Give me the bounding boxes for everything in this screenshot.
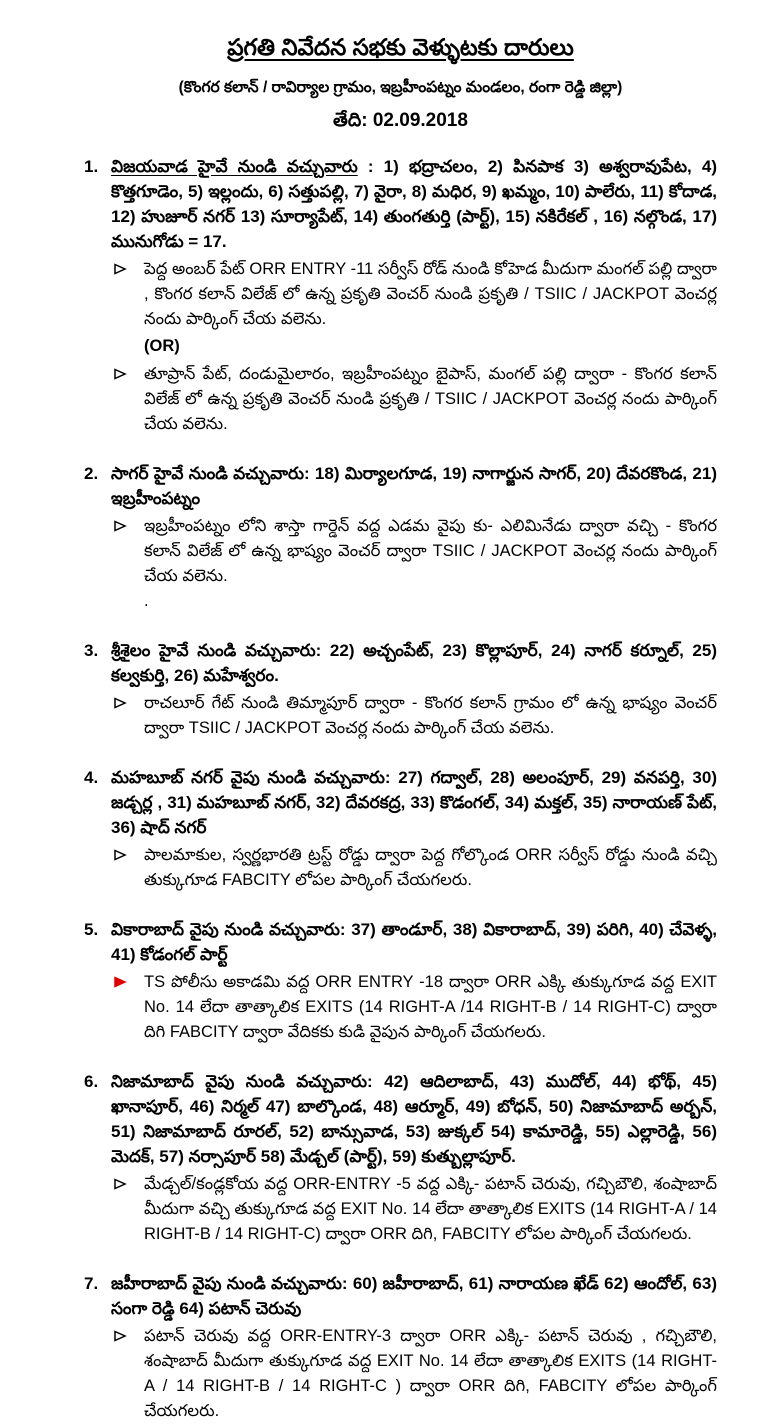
direction-text: మేడ్చల్/కండ్లకోయ వద్ద ORR-ENTRY -5 వద్ద ఎక్కి- పటాన్ చెరువు, గచ్చిబౌలి, శంషాబాద్ మీదుగా వచ్చి తుక్కుగూడ వద్ద EXIT No. 14 లేదా తాత్కాలిక EXITS (14 RIGHT-A / 14 RIGHT-B / 14 RIGHT-C) ద్వారా ORR దిగి, FABCITY లోపల పార్కింగ్ చేయగలరు. — [144, 1175, 717, 1243]
direction-text: పెద్ద అంబర్ పేట్ ORR ENTRY -11 సర్వీస్ రోడ్ నుండి కోహెడ మీదుగా మంగల్ పల్లి ద్వారా , కొంగర కలాన్ విలేజ్ లో ఉన్న ప్రకృతి వెంచర్ నుండి ప్రకృతి / TSIIC / JACKPOT వెంచర్ల నందు పార్కింగ్ చేయ వలెను. — [144, 260, 717, 328]
direction-bullet — [111, 970, 717, 1045]
direction-bullet — [111, 514, 717, 589]
arrowhead-bullet-icon — [113, 848, 127, 862]
arrowhead-bullet-icon — [113, 696, 127, 710]
section-route-list: : 60) జహీరాబాద్, 61) నారాయణ ఖేడ్ 62) ఆందోల్, 63) సంగా రెడ్డి 64) పటాన్ చెరువు — [111, 1274, 717, 1318]
section-heading: జహీరాబాద్ వైపు నుండి వచ్చువారు — [111, 1274, 342, 1293]
section-2 — [84, 461, 717, 614]
section-number: 3. — [84, 641, 99, 660]
section-route-list: : 27) గద్వాల్, 28) అలంపూర్, 29) వనపర్తి, 30) జడ్చర్ల , 31) మహబూబ్ నగర్, 32) దేవరకద్ర, 33) కొడంగల్, 34) మక్తల్, 35) నారాయణ్ పేట్, 36) షాద్ నగర్ — [111, 768, 717, 837]
direction-text: రాచలూర్ గేట్ నుండి తిమ్మాపూర్ ద్వారా - కొంగర కలాన్ గ్రామం లో ఉన్న భాష్యం వెంచర్ ద్వారా TSIIC / JACKPOT వెంచర్ల నందు పార్కింగ్ చేయ వలెను. — [144, 694, 717, 737]
red-arrowhead-bullet-icon — [113, 975, 127, 989]
arrowhead-bullet-icon — [113, 519, 127, 533]
section-heading: నిజామాబాద్ వైపు నుండి వచ్చువారు — [111, 1072, 368, 1091]
stray-period: . — [144, 592, 149, 610]
section-route-list: : 1) భద్రాచలం, 2) పినపాక 3) అశ్వరావుపేట, 4) కొత్తగూడెం, 5) ఇల్లందు, 6) సత్తుపల్లి, 7) వైరా, 8) మధిర, 9) ఖమ్మం, 10) పాలేరు, 11) కోదాడ, 12) హుజూర్ నగర్ 13) సూర్యాపేట్, 14) తుంగతుర్తి (పార్ట్), 15) నకిరేకల్ , 16) నల్గొండ, 17) మునుగోడు = 17. — [111, 157, 717, 251]
direction-bullet — [111, 691, 717, 741]
section-route-list: : 22) అచ్చంపేట్, 23) కొల్లాపూర్, 24) నాగర్ కర్నూల్, 25) కల్వకుర్తి, 26) మహేశ్వరం. — [111, 641, 717, 685]
section-number: 7. — [84, 1274, 99, 1293]
section-3 — [84, 638, 717, 741]
arrowhead-bullet-icon — [113, 367, 127, 381]
page-subtitle: (కొంగర కలాన్ / రావిర్యాల గ్రామం, ఇబ్రహీంపట్నం మండలం, రంగా రెడ్డి జిల్లా) — [178, 79, 623, 96]
date-line: తేది: 02.09.2018 — [333, 110, 468, 131]
section-heading: మహబూబ్ నగర్ వైపు నుండి వచ్చువారు — [111, 768, 385, 787]
section-6 — [84, 1069, 717, 1247]
or-divider: (OR) — [144, 337, 180, 355]
section-7 — [84, 1271, 717, 1424]
page-title: ప్రగతి నివేదన సభకు వెళ్ళుటకు దారులు — [227, 34, 574, 60]
section-heading-line — [111, 461, 717, 511]
section-heading: సాగర్ హైవే నుండి వచ్చువారు — [111, 464, 304, 483]
section-number: 1. — [84, 157, 99, 176]
section-heading: శ్రీశైలం హైవే నుండి వచ్చువారు — [111, 641, 316, 660]
section-heading-line — [111, 765, 717, 840]
direction-bullet — [111, 843, 717, 893]
direction-bullet — [111, 1172, 717, 1247]
section-route-list: : 42) ఆదిలాబాద్, 43) ముదోల్, 44) భోథ్, 45) ఖానాపూర్, 46) నిర్మల్ 47) బాల్కొండ, 48) ఆర్మూర్, 49) బోధన్, 50) నిజామాబాద్ అర్బన్, 51) నిజామాబాద్ రూరల్, 52) బాన్సువాడ, 53) జుక్కల్ 54) కామారెడ్డి, 55) ఎల్లారెడ్డి, 56) మెదక్, 57) నర్సాపూర్ 58) మేడ్చల్ (పార్ట్), 59) కుత్బుల్లాపూర్. — [111, 1072, 717, 1166]
section-heading-line — [111, 917, 717, 967]
section-number: 5. — [84, 920, 99, 939]
arrowhead-bullet-icon — [113, 1329, 127, 1343]
arrowhead-bullet-icon — [113, 1177, 127, 1191]
section-1 — [84, 154, 717, 437]
section-heading-line — [111, 638, 717, 688]
direction-bullet — [111, 257, 717, 332]
direction-bullet — [111, 1324, 717, 1424]
direction-text: పాలమాకుల, స్వర్ణభారతి ట్రస్ట్ రోడ్డు ద్వారా పెద్ద గోల్కొండ ORR సర్వీస్ రోడ్డు నుండి వచ్చి తుక్కుగూడ FABCITY లోపల పార్కింగ్ చేయగలరు. — [144, 846, 717, 889]
section-number: 2. — [84, 464, 99, 483]
section-heading-line — [111, 154, 717, 254]
section-route-list: : 37) తాండూర్, 38) వికారాబాద్, 39) పరిగి, 40) చేవెళ్ళ, 41) కోడంగల్ పార్ట్ — [111, 920, 717, 964]
section-5 — [84, 917, 717, 1045]
section-heading: విజయవాడ హైవే నుండి వచ్చువారు — [111, 157, 358, 176]
section-heading-line — [111, 1271, 717, 1321]
section-heading-line — [111, 1069, 717, 1169]
section-heading: వికారాబాద్ వైపు నుండి వచ్చువారు — [111, 920, 340, 939]
direction-text: ఇబ్రహీంపట్నం లోని శాస్తా గార్డెన్ వద్ద ఎడమ వైపు కు- ఎలిమినేడు ద్వారా వచ్చి - కొంగర కలాన్ విలేజ్ లో ఉన్న భాష్యం వెంచర్ ద్వారా TSIIC / JACKPOT వెంచర్ల నందు పార్కింగ్ చేయ వలెను. — [144, 517, 717, 585]
direction-bullet — [111, 362, 717, 437]
section-4 — [84, 765, 717, 893]
section-route-list: : 18) మిర్యాలగూడ, 19) నాగార్జున సాగర్, 20) దేవరకొండ, 21) ఇబ్రహీంపట్నం — [111, 464, 717, 508]
arrowhead-bullet-icon — [113, 262, 127, 276]
section-number: 4. — [84, 768, 99, 787]
direction-text: TS పోలీసు అకాడమి వద్ద ORR ENTRY -18 ద్వారా ORR ఎక్కి తుక్కుగూడ వద్ద EXIT No. 14 లేదా తాత్కాలిక EXITS (14 RIGHT-A /14 RIGHT-B / 14 RIGHT-C) ద్వారా దిగి FABCITY ద్వారా వేదికకు కుడి వైపున పార్కింగ్ చేయగలరు. — [144, 973, 717, 1041]
direction-text: పటాన్ చెరువు వద్ద ORR-ENTRY-3 ద్వారా ORR ఎక్కి- పటాన్ చెరువు , గచ్చిబౌలి, శంషాబాద్ మీదుగా తుక్కుగూడ వద్ద EXIT No. 14 లేదా తాత్కాలిక EXITS (14 RIGHT-A / 14 RIGHT-B / 14 RIGHT-C ) ద్వారా ORR దిగి, FABCITY లోపల పార్కింగ్ చేయగలరు. — [144, 1327, 717, 1420]
direction-text: తూప్రాన్ పేట్, దండుమైలారం, ఇబ్రహీంపట్నం బైపాస్, మంగల్ పల్లి ద్వారా - కొంగర కలాన్ విలేజ్ లో ఉన్న ప్రకృతి వెంచర్ నుండి ప్రకృతి / TSIIC / JACKPOT వెంచర్ల నందు పార్కింగ్ చేయ వలెను. — [144, 365, 717, 433]
section-number: 6. — [84, 1072, 99, 1091]
